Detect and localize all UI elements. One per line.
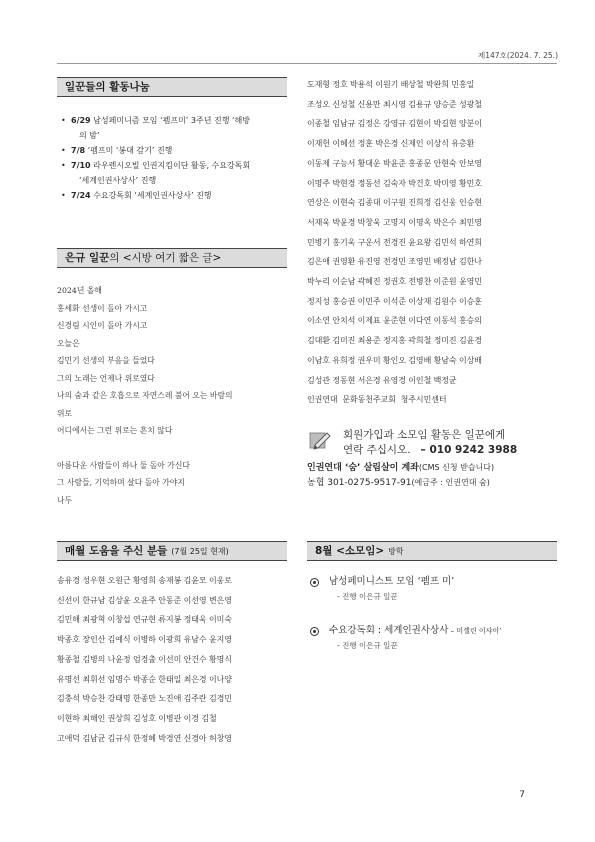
donor-line: 이재헌 이혜선 정훈 박은경 신제인 이상식 유층환 (307, 139, 475, 149)
activity-item-continued (57, 128, 287, 143)
poem-line: 김민기 선생의 부음을 들었다 (57, 356, 155, 365)
donor-line: 이종철 임남규 김정은 강영규 김현이 박길현 양분이 (307, 119, 482, 129)
donor-names-left (57, 571, 287, 748)
poem-section (57, 248, 287, 509)
activity-date: 7/10 (71, 161, 91, 170)
activity-item (57, 113, 287, 128)
meetings-heading (307, 541, 557, 561)
donor-organizations: 인권연대 문화동천주교회 청주시민센터 (307, 395, 447, 405)
donor-line: 이동제 구능서 황대운 박윤준 홍종문 안현숙 안보영 (307, 158, 482, 168)
poem-heading (57, 248, 287, 268)
poem-line: 위로 (57, 408, 73, 418)
poem-line: 그 사람들, 기억하며 살다 돌아 가야지 (57, 478, 185, 487)
poem-heading-rest: 의 <시방 여기 짧은 글> (109, 252, 222, 264)
poem-line: 나의 숨과 같은 호흡으로 자연스레 불어 오는 바람의 (57, 391, 233, 400)
poem-line: 나두 (57, 495, 73, 505)
activities-heading: 일꾼들의 활동나눔 (57, 77, 287, 97)
notice-line-1: 회원가입과 소모임 활동은 일꾼에게 (343, 429, 506, 441)
account-note: (CMS 신청 받습니다) (418, 463, 495, 472)
donor-line: 김성관 정동현 서은경 유영경 이인철 백정균 (307, 375, 457, 385)
donor-line: 민병기 홍기욱 구운서 전경진 윤요왕 김민석 하연희 (307, 237, 482, 247)
poem-body (57, 282, 287, 509)
activity-text: ‘세계인권사상사’ 진행 (79, 176, 157, 185)
bullet-icon (310, 627, 319, 636)
issue-number: 제147호(2024. 7. 25.) (478, 51, 558, 60)
activity-text: 수요강독회 ‘세계인권사상사’ 진행 (90, 191, 212, 200)
donor-line: 이소연 안치석 이제표 윤준현 이다연 이동석 홍승의 (307, 316, 482, 326)
donor-line: 황종철 김병의 나윤정 엄경출 이선미 안건수 황명식 (57, 654, 232, 664)
donor-line: 김은애 권영환 유진영 전경민 조영민 배정남 김한나 (307, 257, 482, 267)
poem-line: 신경림 시인이 돌아 가시고 (57, 321, 148, 330)
donors-section (57, 541, 287, 748)
poem-line: 오늘은 (57, 338, 80, 348)
donors-heading (57, 541, 287, 561)
activity-date: 7/24 (71, 191, 91, 200)
poem-line: 그의 노래는 언제나 위로였다 (57, 373, 155, 383)
poem-stanza-break (57, 440, 287, 457)
bullet-icon (310, 578, 319, 587)
donor-line: 이남호 유희정 권우미 황인오 김영배 황남숙 이상배 (307, 355, 482, 365)
donor-line: 고애덕 김남균 김규식 한정혜 박경연 신경아 허창영 (57, 733, 232, 743)
page-number: 7 (519, 790, 525, 800)
donor-line: 정지성 홍승권 이민주 이석준 이상재 김원수 이승훈 (307, 296, 482, 306)
donor-line: 도재형 정호 박용석 이원기 배상철 박완희 민홍일 (307, 80, 475, 89)
notice-line-2 (343, 443, 557, 458)
account-holder: (예금주 : 인권연대 숨) (411, 478, 490, 487)
activity-item (57, 188, 287, 203)
donor-line: 박종호 장인산 김예식 이병하 이광희 유남수 윤지영 (57, 635, 232, 645)
poem-heading-bold: 은규 일꾼 (65, 252, 110, 264)
activity-item (57, 143, 287, 158)
donor-line: 서재욱 박윤경 박창욱 고명지 이명옥 박은수 최민영 (307, 217, 482, 227)
activity-text: 남성페미니즘 모임 ‘펨프미’ 3주년 진행 ‘해방 (90, 116, 250, 125)
account-number: 농협 301-0275-9517-91 (307, 478, 412, 488)
donor-line: 신선이 한규남 김상윤 오윤주 안동준 이선영 변은영 (57, 595, 232, 605)
activity-date: 7/8 (71, 146, 86, 155)
donor-line: 이현하 최해인 권상희 김성호 이병관 이경 김철 (57, 713, 217, 723)
donors-heading-date: (7월 25일 현재) (171, 547, 229, 556)
activities-list (57, 113, 287, 203)
donor-line: 연상은 이현숙 김종대 이구원 진희정 김신웅 인승현 (307, 198, 482, 208)
poem-line: 2024년 올해 (57, 286, 102, 295)
poem-line: 홍세화 선생이 돌아 가시고 (57, 303, 148, 313)
donor-line: 김민해 최광혁 이창섭 연규현 류지봉 정태욱 이미숙 (57, 615, 232, 625)
contact-notice (307, 428, 557, 490)
meeting-leader: - 진행 이은규 일꾼 (337, 641, 398, 650)
meeting-list (307, 575, 557, 653)
meetings-heading-sub: 방학 (388, 547, 404, 556)
meeting-title: 남성페미니스트 모임 ‘펨프 미’ (329, 576, 455, 587)
meeting-subtitle: – 미셸린 이샤이’ (448, 627, 502, 635)
meeting-item (307, 624, 557, 638)
meeting-leader: - 진행 이은규 일꾼 (337, 592, 398, 601)
meetings-section (307, 541, 557, 653)
donor-line: 송유경 성우현 오원근 황영희 송재봉 김윤모 이웅로 (57, 576, 232, 585)
activity-item-continued (57, 173, 287, 188)
donor-line: 박누리 이순남 곽혜진 정권호 전병찬 이준원 윤영민 (307, 277, 482, 287)
meeting-title: 수요강독회 : 세계인권사상사 (329, 625, 449, 636)
activity-date: 6/29 (71, 116, 91, 125)
contact-phone: – 010 9242 3988 (420, 444, 518, 456)
account-number-line (307, 476, 557, 490)
top-rule (57, 63, 557, 64)
donor-line: 유명선 최휘선 임명수 박종순 한태일 최은경 이나양 (57, 674, 232, 684)
donor-line: 이명주 박현경 정동선 김숙자 박건호 박미영 황민호 (307, 178, 482, 188)
donor-line: 김충석 박승찬 강태명 한종만 노진애 김주란 김경민 (57, 694, 232, 704)
pen-note-icon (309, 430, 331, 450)
activity-text: ‘펨프미 ‘봉대 감기’ 진행 (85, 146, 173, 155)
poem-line: 어디에서는 그런 위로는 흔치 않다 (57, 426, 173, 435)
meetings-heading-title: 8월 <소모임> (315, 545, 385, 557)
activities-section (57, 77, 287, 203)
account-label-line (307, 460, 557, 476)
account-label: 인권연대 ‘숨’ 살림살이 계좌 (307, 463, 419, 473)
poem-line: 아름다운 사람들이 하나 둘 돌아 가신다 (57, 460, 190, 470)
donor-line: 김대환 김미진 최용준 정지홍 곽희철 정미진 김윤경 (307, 336, 482, 346)
activity-text: 라우렌시오빌 인권지킴이단 활동, 수요강독회 (90, 161, 251, 170)
donor-names-right (307, 75, 557, 410)
donors-heading-title: 매월 도움을 주신 분들 (65, 545, 168, 557)
meeting-item (307, 575, 557, 589)
donor-line: 조성오 신성철 신용만 최시영 김용규 양승준 성광철 (307, 99, 482, 109)
meeting-spacer (307, 604, 557, 624)
notice-line-2-text: 연락 주십시오. (343, 444, 411, 456)
activity-text: 의 밤’ (79, 131, 100, 140)
activity-item (57, 158, 287, 173)
